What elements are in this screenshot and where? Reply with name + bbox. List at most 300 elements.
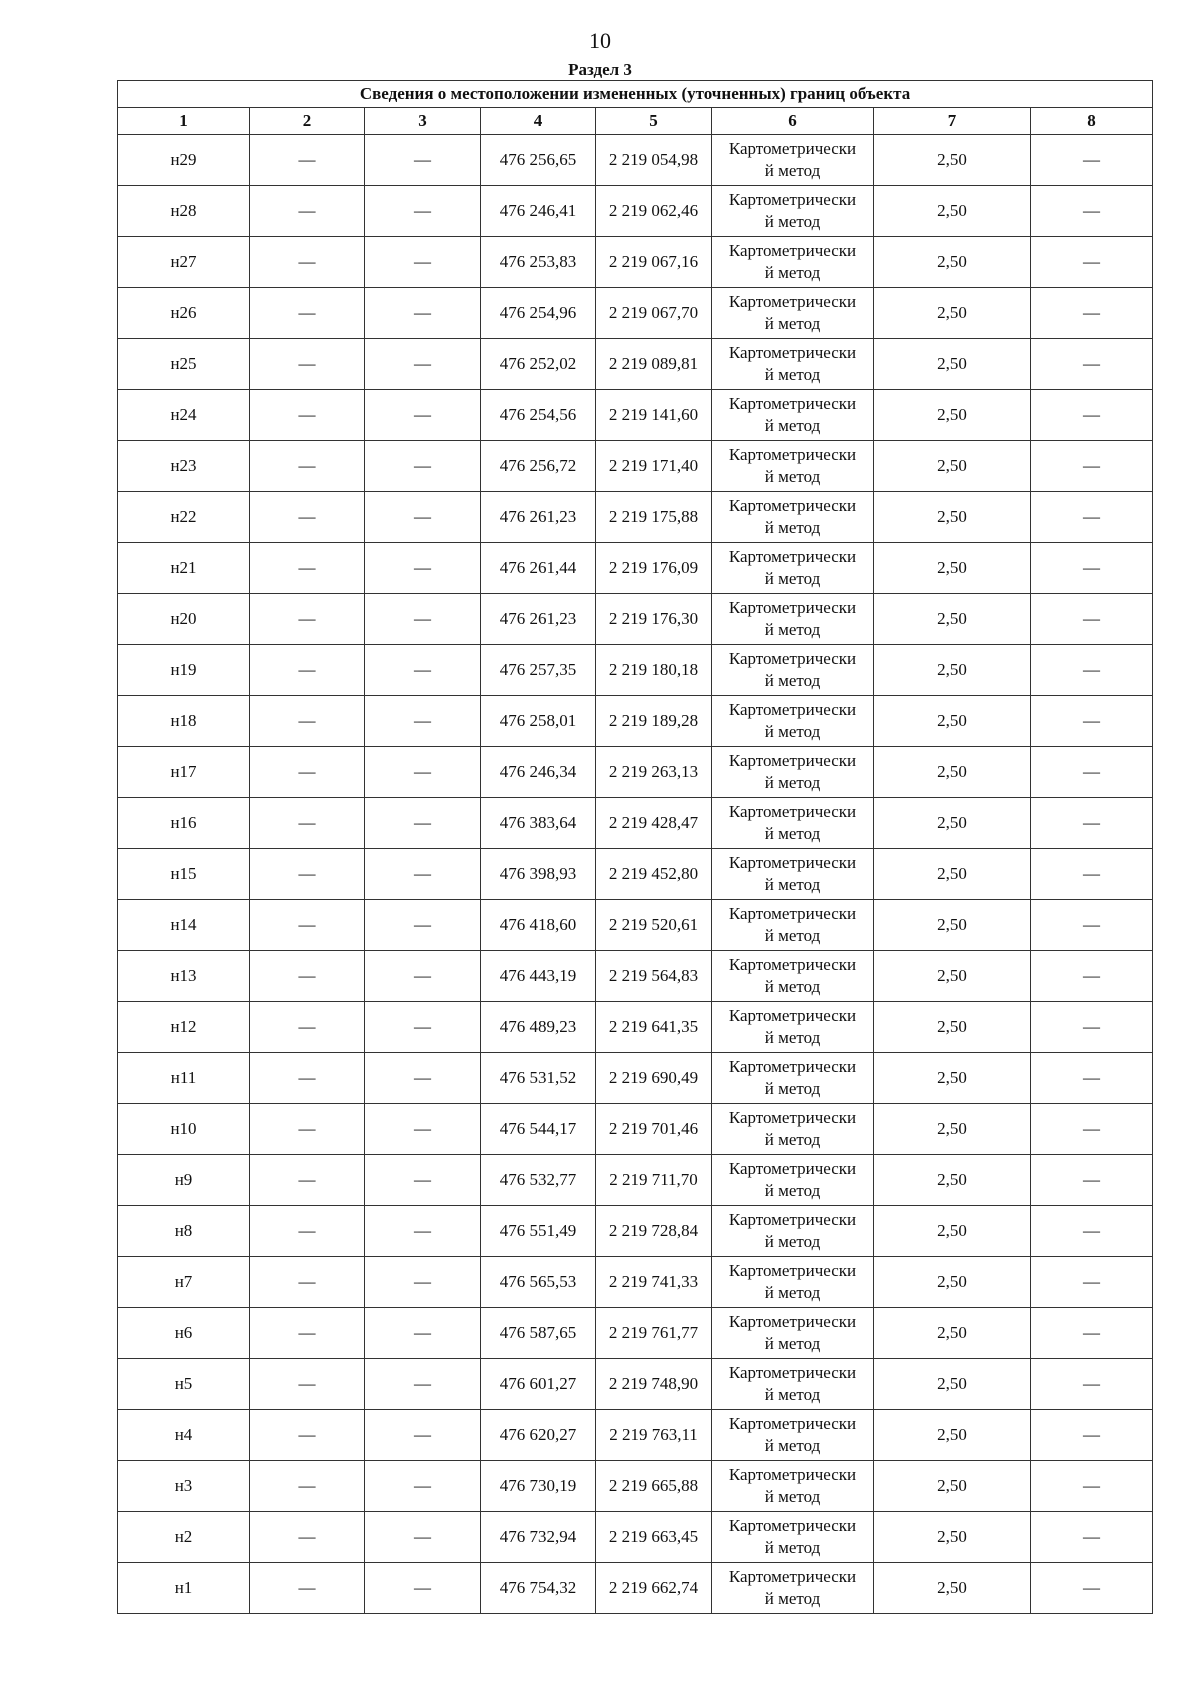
x-coordinate-cell: 476 531,52	[481, 1053, 596, 1104]
y-coordinate-cell: 2 219 176,30	[596, 594, 712, 645]
empty-dash-cell: —	[365, 1308, 481, 1359]
empty-dash-cell: —	[365, 1257, 481, 1308]
empty-dash-cell: —	[250, 747, 365, 798]
column-number: 4	[481, 108, 596, 135]
empty-dash-cell: —	[1031, 441, 1153, 492]
method-cell	[712, 849, 874, 900]
empty-dash-cell: —	[250, 492, 365, 543]
method-text: Картометрически	[728, 1057, 857, 1076]
empty-dash-cell: —	[250, 288, 365, 339]
x-coordinate-cell: 476 565,53	[481, 1257, 596, 1308]
method-text: й метод	[764, 1232, 821, 1251]
empty-dash-cell: —	[1031, 237, 1153, 288]
y-coordinate-cell: 2 219 180,18	[596, 645, 712, 696]
table-row	[118, 186, 1153, 237]
x-coordinate-cell: 476 532,77	[481, 1155, 596, 1206]
method-cell	[712, 1410, 874, 1461]
y-coordinate-cell: 2 219 067,16	[596, 237, 712, 288]
empty-dash-cell: —	[250, 135, 365, 186]
method-cell	[712, 1053, 874, 1104]
method-text: й метод	[764, 1385, 821, 1404]
point-cell: н19	[118, 645, 250, 696]
empty-dash-cell: —	[250, 1053, 365, 1104]
x-coordinate-cell: 476 253,83	[481, 237, 596, 288]
accuracy-cell: 2,50	[874, 1002, 1031, 1053]
accuracy-cell: 2,50	[874, 900, 1031, 951]
empty-dash-cell: —	[365, 186, 481, 237]
method-cell	[712, 1563, 874, 1614]
y-coordinate-cell: 2 219 428,47	[596, 798, 712, 849]
point-cell: н23	[118, 441, 250, 492]
column-number: 8	[1031, 108, 1153, 135]
empty-dash-cell: —	[250, 1308, 365, 1359]
method-cell	[712, 1155, 874, 1206]
empty-dash-cell: —	[250, 798, 365, 849]
point-cell: н17	[118, 747, 250, 798]
y-coordinate-cell: 2 219 748,90	[596, 1359, 712, 1410]
x-coordinate-cell: 476 258,01	[481, 696, 596, 747]
table-row	[118, 645, 1153, 696]
point-cell: н24	[118, 390, 250, 441]
empty-dash-cell: —	[250, 1002, 365, 1053]
accuracy-cell: 2,50	[874, 1104, 1031, 1155]
point-cell: н15	[118, 849, 250, 900]
y-coordinate-cell: 2 219 701,46	[596, 1104, 712, 1155]
x-coordinate-cell: 476 418,60	[481, 900, 596, 951]
empty-dash-cell: —	[1031, 1104, 1153, 1155]
method-text: й метод	[764, 518, 821, 537]
method-cell	[712, 1206, 874, 1257]
method-cell	[712, 441, 874, 492]
y-coordinate-cell: 2 219 175,88	[596, 492, 712, 543]
empty-dash-cell: —	[365, 288, 481, 339]
method-text: Картометрически	[728, 904, 857, 923]
y-coordinate-cell: 2 219 520,61	[596, 900, 712, 951]
empty-dash-cell: —	[1031, 390, 1153, 441]
empty-dash-cell: —	[365, 135, 481, 186]
empty-dash-cell: —	[1031, 1410, 1153, 1461]
y-coordinate-cell: 2 219 711,70	[596, 1155, 712, 1206]
method-text: й метод	[764, 722, 821, 741]
table-row	[118, 1104, 1153, 1155]
method-text: Картометрически	[728, 1261, 857, 1280]
method-cell	[712, 798, 874, 849]
y-coordinate-cell: 2 219 663,45	[596, 1512, 712, 1563]
method-text: й метод	[764, 1181, 821, 1200]
x-coordinate-cell: 476 551,49	[481, 1206, 596, 1257]
point-cell: н7	[118, 1257, 250, 1308]
table-row	[118, 1155, 1153, 1206]
empty-dash-cell: —	[250, 1563, 365, 1614]
accuracy-cell: 2,50	[874, 1359, 1031, 1410]
method-text: Картометрически	[728, 343, 857, 362]
method-text: й метод	[764, 1130, 821, 1149]
method-cell	[712, 543, 874, 594]
point-cell: н13	[118, 951, 250, 1002]
method-cell	[712, 1461, 874, 1512]
x-coordinate-cell: 476 398,93	[481, 849, 596, 900]
empty-dash-cell: —	[250, 186, 365, 237]
method-text: Картометрически	[728, 751, 857, 770]
accuracy-cell: 2,50	[874, 798, 1031, 849]
empty-dash-cell: —	[250, 1359, 365, 1410]
method-text: Картометрически	[728, 1567, 857, 1586]
method-text: й метод	[764, 1589, 821, 1608]
point-cell: н6	[118, 1308, 250, 1359]
x-coordinate-cell: 476 489,23	[481, 1002, 596, 1053]
empty-dash-cell: —	[1031, 492, 1153, 543]
x-coordinate-cell: 476 261,23	[481, 492, 596, 543]
empty-dash-cell: —	[1031, 1308, 1153, 1359]
empty-dash-cell: —	[365, 645, 481, 696]
point-cell: н4	[118, 1410, 250, 1461]
table-row	[118, 900, 1153, 951]
point-cell: н20	[118, 594, 250, 645]
empty-dash-cell: —	[250, 951, 365, 1002]
method-text: й метод	[764, 926, 821, 945]
method-cell	[712, 1002, 874, 1053]
method-cell	[712, 339, 874, 390]
accuracy-cell: 2,50	[874, 1410, 1031, 1461]
method-text: Картометрически	[728, 649, 857, 668]
method-text: й метод	[764, 161, 821, 180]
empty-dash-cell: —	[1031, 645, 1153, 696]
empty-dash-cell: —	[1031, 849, 1153, 900]
empty-dash-cell: —	[365, 1206, 481, 1257]
method-cell	[712, 594, 874, 645]
empty-dash-cell: —	[365, 747, 481, 798]
method-text: Картометрически	[728, 1159, 857, 1178]
empty-dash-cell: —	[250, 849, 365, 900]
method-cell	[712, 1512, 874, 1563]
x-coordinate-cell: 476 246,41	[481, 186, 596, 237]
table-row	[118, 1410, 1153, 1461]
method-text: й метод	[764, 671, 821, 690]
accuracy-cell: 2,50	[874, 747, 1031, 798]
accuracy-cell: 2,50	[874, 594, 1031, 645]
table-row	[118, 543, 1153, 594]
empty-dash-cell: —	[365, 1104, 481, 1155]
empty-dash-cell: —	[365, 441, 481, 492]
y-coordinate-cell: 2 219 665,88	[596, 1461, 712, 1512]
method-text: й метод	[764, 314, 821, 333]
method-text: й метод	[764, 1487, 821, 1506]
accuracy-cell: 2,50	[874, 696, 1031, 747]
empty-dash-cell: —	[250, 339, 365, 390]
table-row	[118, 849, 1153, 900]
y-coordinate-cell: 2 219 763,11	[596, 1410, 712, 1461]
empty-dash-cell: —	[1031, 1002, 1153, 1053]
empty-dash-cell: —	[250, 900, 365, 951]
method-text: й метод	[764, 1028, 821, 1047]
point-cell: н29	[118, 135, 250, 186]
method-cell	[712, 1104, 874, 1155]
accuracy-cell: 2,50	[874, 288, 1031, 339]
empty-dash-cell: —	[365, 1512, 481, 1563]
empty-dash-cell: —	[1031, 1206, 1153, 1257]
empty-dash-cell: —	[1031, 288, 1153, 339]
x-coordinate-cell: 476 252,02	[481, 339, 596, 390]
method-cell	[712, 135, 874, 186]
method-cell	[712, 1308, 874, 1359]
empty-dash-cell: —	[1031, 1155, 1153, 1206]
method-text: Картометрически	[728, 1006, 857, 1025]
empty-dash-cell: —	[250, 237, 365, 288]
point-cell: н5	[118, 1359, 250, 1410]
y-coordinate-cell: 2 219 067,70	[596, 288, 712, 339]
x-coordinate-cell: 476 246,34	[481, 747, 596, 798]
method-text: Картометрически	[728, 394, 857, 413]
x-coordinate-cell: 476 383,64	[481, 798, 596, 849]
empty-dash-cell: —	[1031, 1359, 1153, 1410]
empty-dash-cell: —	[1031, 951, 1153, 1002]
empty-dash-cell: —	[250, 441, 365, 492]
method-text: й метод	[764, 1079, 821, 1098]
method-text: Картометрически	[728, 496, 857, 515]
point-cell: н22	[118, 492, 250, 543]
table-row	[118, 441, 1153, 492]
point-cell: н28	[118, 186, 250, 237]
empty-dash-cell: —	[250, 696, 365, 747]
y-coordinate-cell: 2 219 564,83	[596, 951, 712, 1002]
method-cell	[712, 237, 874, 288]
empty-dash-cell: —	[250, 390, 365, 441]
method-text: й метод	[764, 569, 821, 588]
y-coordinate-cell: 2 219 690,49	[596, 1053, 712, 1104]
empty-dash-cell: —	[365, 1002, 481, 1053]
method-text: й метод	[764, 263, 821, 282]
accuracy-cell: 2,50	[874, 1155, 1031, 1206]
empty-dash-cell: —	[365, 951, 481, 1002]
empty-dash-cell: —	[250, 543, 365, 594]
empty-dash-cell: —	[365, 849, 481, 900]
point-cell: н1	[118, 1563, 250, 1614]
method-text: й метод	[764, 365, 821, 384]
accuracy-cell: 2,50	[874, 1461, 1031, 1512]
x-coordinate-cell: 476 256,72	[481, 441, 596, 492]
table-row	[118, 492, 1153, 543]
method-text: Картометрически	[728, 139, 857, 158]
empty-dash-cell: —	[1031, 135, 1153, 186]
accuracy-cell: 2,50	[874, 186, 1031, 237]
method-text: Картометрически	[728, 1465, 857, 1484]
empty-dash-cell: —	[365, 1053, 481, 1104]
column-number: 3	[365, 108, 481, 135]
point-cell: н9	[118, 1155, 250, 1206]
empty-dash-cell: —	[365, 1461, 481, 1512]
y-coordinate-cell: 2 219 662,74	[596, 1563, 712, 1614]
y-coordinate-cell: 2 219 641,35	[596, 1002, 712, 1053]
empty-dash-cell: —	[250, 594, 365, 645]
table-caption: Сведения о местоположении измененных (уточненных) границ объекта	[118, 81, 1153, 108]
point-cell: н27	[118, 237, 250, 288]
method-text: й метод	[764, 1334, 821, 1353]
empty-dash-cell: —	[365, 1155, 481, 1206]
accuracy-cell: 2,50	[874, 951, 1031, 1002]
accuracy-cell: 2,50	[874, 1563, 1031, 1614]
method-cell	[712, 1257, 874, 1308]
table-row	[118, 747, 1153, 798]
empty-dash-cell: —	[1031, 798, 1153, 849]
accuracy-cell: 2,50	[874, 543, 1031, 594]
x-coordinate-cell: 476 544,17	[481, 1104, 596, 1155]
empty-dash-cell: —	[365, 1410, 481, 1461]
x-coordinate-cell: 476 256,65	[481, 135, 596, 186]
empty-dash-cell: —	[1031, 543, 1153, 594]
x-coordinate-cell: 476 754,32	[481, 1563, 596, 1614]
method-text: Картометрически	[728, 1414, 857, 1433]
method-text: Картометрически	[728, 1363, 857, 1382]
empty-dash-cell: —	[1031, 1563, 1153, 1614]
table-row	[118, 696, 1153, 747]
table-row	[118, 135, 1153, 186]
accuracy-cell: 2,50	[874, 339, 1031, 390]
point-cell: н3	[118, 1461, 250, 1512]
empty-dash-cell: —	[1031, 594, 1153, 645]
method-text: Картометрически	[728, 241, 857, 260]
empty-dash-cell: —	[1031, 747, 1153, 798]
empty-dash-cell: —	[250, 1410, 365, 1461]
x-coordinate-cell: 476 620,27	[481, 1410, 596, 1461]
empty-dash-cell: —	[365, 1359, 481, 1410]
empty-dash-cell: —	[365, 594, 481, 645]
method-text: й метод	[764, 773, 821, 792]
table-row	[118, 1563, 1153, 1614]
method-text: Картометрически	[728, 547, 857, 566]
point-cell: н16	[118, 798, 250, 849]
method-text: й метод	[764, 467, 821, 486]
point-cell: н25	[118, 339, 250, 390]
empty-dash-cell: —	[250, 645, 365, 696]
method-text: й метод	[764, 620, 821, 639]
empty-dash-cell: —	[1031, 696, 1153, 747]
accuracy-cell: 2,50	[874, 1206, 1031, 1257]
table-row	[118, 1206, 1153, 1257]
method-text: й метод	[764, 824, 821, 843]
empty-dash-cell: —	[250, 1155, 365, 1206]
table-row	[118, 1002, 1153, 1053]
empty-dash-cell: —	[1031, 1512, 1153, 1563]
table-body	[118, 135, 1153, 1614]
y-coordinate-cell: 2 219 089,81	[596, 339, 712, 390]
method-text: Картометрически	[728, 1108, 857, 1127]
point-cell: н14	[118, 900, 250, 951]
method-text: Картометрически	[728, 853, 857, 872]
empty-dash-cell: —	[250, 1206, 365, 1257]
empty-dash-cell: —	[365, 237, 481, 288]
point-cell: н8	[118, 1206, 250, 1257]
y-coordinate-cell: 2 219 263,13	[596, 747, 712, 798]
empty-dash-cell: —	[365, 339, 481, 390]
accuracy-cell: 2,50	[874, 1257, 1031, 1308]
accuracy-cell: 2,50	[874, 492, 1031, 543]
empty-dash-cell: —	[250, 1257, 365, 1308]
x-coordinate-cell: 476 443,19	[481, 951, 596, 1002]
accuracy-cell: 2,50	[874, 441, 1031, 492]
empty-dash-cell: —	[365, 696, 481, 747]
y-coordinate-cell: 2 219 189,28	[596, 696, 712, 747]
accuracy-cell: 2,50	[874, 390, 1031, 441]
section-title: Раздел 3	[568, 60, 632, 79]
method-text: Картометрически	[728, 190, 857, 209]
accuracy-cell: 2,50	[874, 849, 1031, 900]
page-number: 10	[589, 28, 611, 53]
empty-dash-cell: —	[365, 390, 481, 441]
column-number: 2	[250, 108, 365, 135]
y-coordinate-cell: 2 219 728,84	[596, 1206, 712, 1257]
empty-dash-cell: —	[365, 900, 481, 951]
empty-dash-cell: —	[1031, 900, 1153, 951]
x-coordinate-cell: 476 587,65	[481, 1308, 596, 1359]
coordinates-table	[117, 80, 1153, 1614]
column-number: 7	[874, 108, 1031, 135]
point-cell: н26	[118, 288, 250, 339]
method-text: Картометрически	[728, 955, 857, 974]
method-text: Картометрически	[728, 700, 857, 719]
column-number-row	[118, 108, 1153, 135]
table-row	[118, 1461, 1153, 1512]
table-row	[118, 594, 1153, 645]
empty-dash-cell: —	[1031, 339, 1153, 390]
method-text: Картометрически	[728, 802, 857, 821]
method-cell	[712, 390, 874, 441]
x-coordinate-cell: 476 254,56	[481, 390, 596, 441]
table-row	[118, 951, 1153, 1002]
empty-dash-cell: —	[1031, 1461, 1153, 1512]
point-cell: н12	[118, 1002, 250, 1053]
y-coordinate-cell: 2 219 761,77	[596, 1308, 712, 1359]
accuracy-cell: 2,50	[874, 237, 1031, 288]
x-coordinate-cell: 476 601,27	[481, 1359, 596, 1410]
empty-dash-cell: —	[250, 1512, 365, 1563]
accuracy-cell: 2,50	[874, 1512, 1031, 1563]
method-cell	[712, 288, 874, 339]
accuracy-cell: 2,50	[874, 135, 1031, 186]
y-coordinate-cell: 2 219 054,98	[596, 135, 712, 186]
method-text: Картометрически	[728, 292, 857, 311]
column-number: 6	[712, 108, 874, 135]
empty-dash-cell: —	[365, 543, 481, 594]
empty-dash-cell: —	[250, 1461, 365, 1512]
method-cell	[712, 492, 874, 543]
y-coordinate-cell: 2 219 171,40	[596, 441, 712, 492]
empty-dash-cell: —	[365, 1563, 481, 1614]
y-coordinate-cell: 2 219 062,46	[596, 186, 712, 237]
x-coordinate-cell: 476 254,96	[481, 288, 596, 339]
method-cell	[712, 951, 874, 1002]
table-row	[118, 1053, 1153, 1104]
method-text: й метод	[764, 212, 821, 231]
method-cell	[712, 645, 874, 696]
table-row	[118, 339, 1153, 390]
method-cell	[712, 186, 874, 237]
accuracy-cell: 2,50	[874, 645, 1031, 696]
method-text: й метод	[764, 416, 821, 435]
y-coordinate-cell: 2 219 176,09	[596, 543, 712, 594]
column-number: 1	[118, 108, 250, 135]
method-text: Картометрически	[728, 445, 857, 464]
method-text: й метод	[764, 875, 821, 894]
method-text: й метод	[764, 977, 821, 996]
table-row	[118, 237, 1153, 288]
table-row	[118, 390, 1153, 441]
method-text: Картометрически	[728, 598, 857, 617]
method-cell	[712, 696, 874, 747]
method-cell	[712, 1359, 874, 1410]
point-cell: н21	[118, 543, 250, 594]
y-coordinate-cell: 2 219 141,60	[596, 390, 712, 441]
method-text: й метод	[764, 1538, 821, 1557]
